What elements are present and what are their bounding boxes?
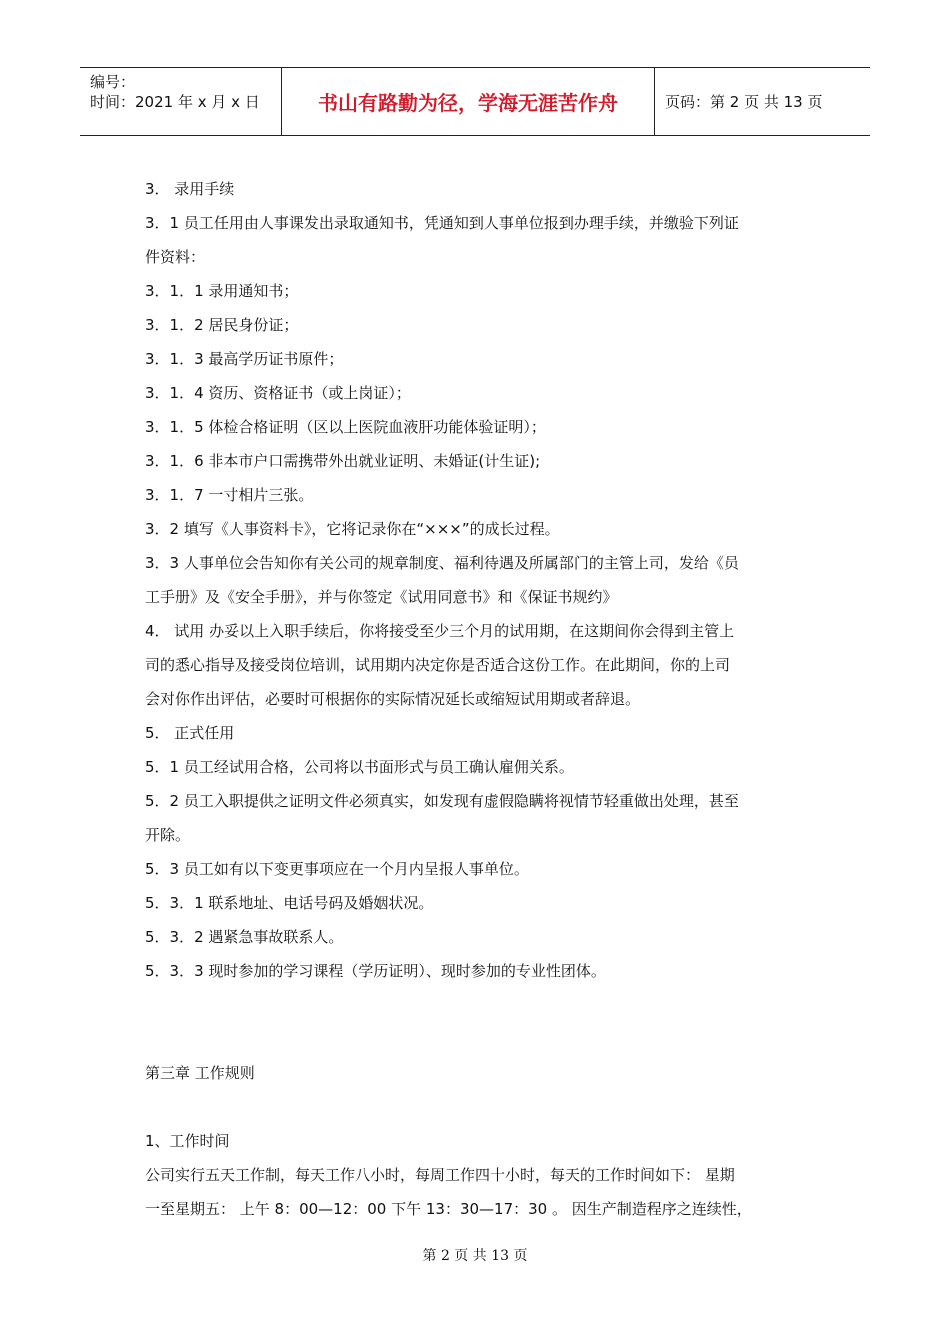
spacer	[145, 988, 810, 1022]
header-motto: 书山有路勤为径，学海无涯苦作舟	[282, 68, 655, 135]
body-line: 3．1．7 一寸相片三张。	[145, 486, 314, 504]
chapter-title: 第三章 工作规则	[145, 1064, 255, 1082]
body-line: 3．1．2 居民身份证；	[145, 316, 299, 334]
body-line: 3．1．5 体检合格证明（区以上医院血液肝功能体验证明）；	[145, 418, 546, 436]
body-line: 3．2 填写《人事资料卡》，它将记录你在“×××”的成长过程。	[145, 520, 560, 538]
page-header	[80, 67, 870, 136]
body-line: 5．1 员工经试用合格，公司将以书面形式与员工确认雇佣关系。	[145, 758, 574, 776]
body-line: 3．1 员工任用由人事课发出录取通知书，凭通知到人事单位报到办理手续，并缴验下列证	[145, 214, 739, 232]
body-line: 公司实行五天工作制，每天工作八小时，每周工作四十小时，每天的工作时间如下： 星期	[145, 1166, 735, 1184]
spacer	[145, 1090, 810, 1124]
time-label: 时间：2021 年 x 月 x 日	[90, 93, 260, 111]
body-line: 会对你作出评估，必要时可根据你的实际情况延长或缩短试用期或者辞退。	[145, 690, 641, 708]
number-label: 编号：	[90, 73, 136, 91]
body-line: 3．1．6 非本市户口需携带外出就业证明、未婚证(计生证);	[145, 452, 541, 470]
body-line: 4． 试用 办妥以上入职手续后，你将接受至少三个月的试用期，在这期间你会得到主管上	[145, 622, 735, 640]
header-page-label: 页码：第 2 页 共 13 页	[665, 93, 823, 111]
body-line: 司的悉心指导及接受岗位培训，试用期内决定你是否适合这份工作。在此期间，你的上司	[145, 656, 731, 674]
page-footer: 第 2 页 共 13 页	[422, 1248, 528, 1264]
body-line: 5．3 员工如有以下变更事项应在一个月内呈报人事单位。	[145, 860, 529, 878]
body-line: 5．3．2 遇紧急事故联系人。	[145, 928, 344, 946]
body-line: 开除。	[145, 826, 191, 844]
body-line: 一至星期五： 上午 8：00—12：00 下午 13：30—17：30 。 因生产制造程序之连续性，	[145, 1200, 752, 1218]
header-meta	[80, 68, 282, 135]
body-line: 5．3．3 现时参加的学习课程（学历证明）、现时参加的专业性团体。	[145, 962, 606, 980]
body-line: 3．1．4 资历、资格证书（或上岗证）；	[145, 384, 411, 402]
body-line: 5． 正式任用	[145, 724, 235, 742]
body-line: 5．2 员工入职提供之证明文件必须真实，如发现有虚假隐瞒将视情节轻重做出处理，甚至	[145, 792, 739, 810]
body-line: 件资料：	[145, 248, 206, 266]
body-line: 3．1．3 最高学历证书原件；	[145, 350, 344, 368]
body-line: 3．3 人事单位会告知你有关公司的规章制度、福利待遇及所属部门的主管上司，发给《员	[145, 554, 739, 572]
body-line: 工手册》及《安全手册》，并与你签定《试用同意书》和《保证书规约》	[145, 588, 618, 606]
body-line: 3． 录用手续	[145, 180, 235, 198]
body-line: 3．1．1 录用通知书；	[145, 282, 299, 300]
section-title: 1、工作时间	[145, 1132, 230, 1150]
spacer	[145, 1022, 810, 1056]
document-body	[145, 172, 810, 1226]
body-line: 5．3．1 联系地址、电话号码及婚姻状况。	[145, 894, 434, 912]
